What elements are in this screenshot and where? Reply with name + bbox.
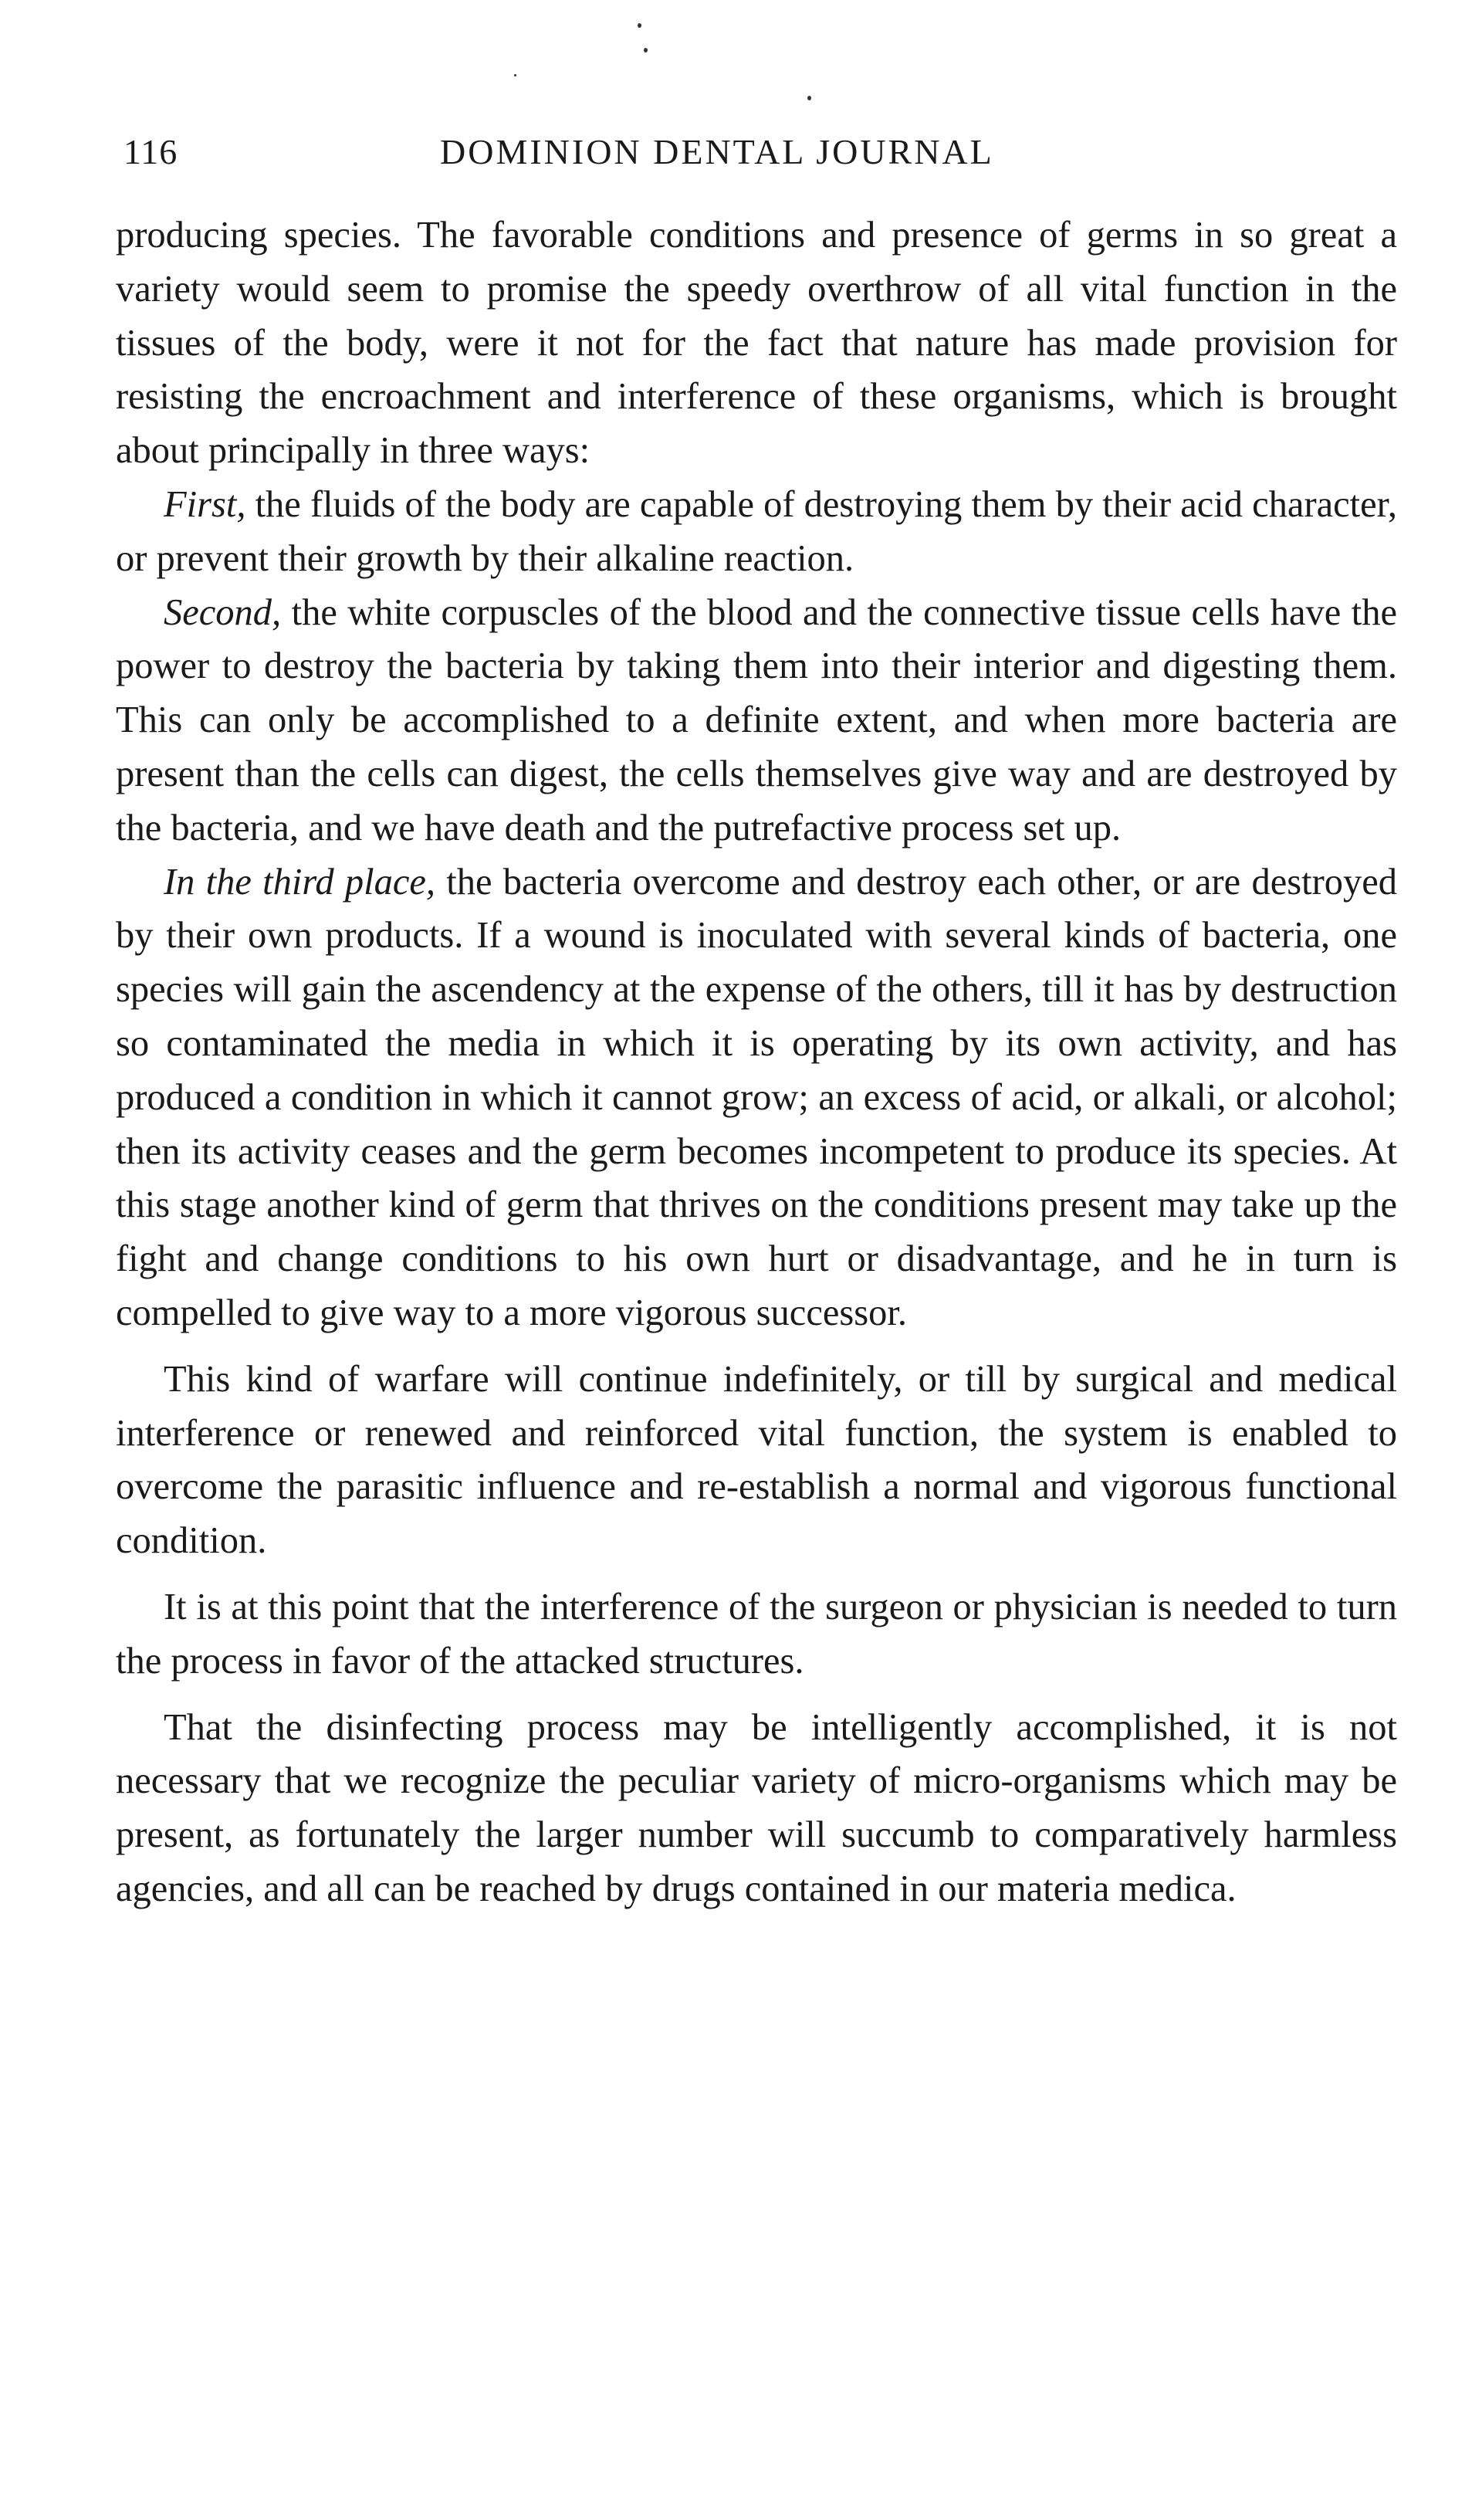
paragraph-text: the white corpuscles of the blood and the connective tissue cells have the power to destroy the bacteria by taking them into their interior and digesting them. This can only be accomplished to a definite extent, and when more bacteria are present than the cells can digest, the cells themselves give way and are destroyed by the bacteria, and we have death and the putrefactive process set up. [116,591,1397,848]
page-header [116,131,1397,185]
paragraph-text: This kind of warfare will continue indefinitely, or till by surgical and medical interference or renewed and reinforced vital function, the system is enabled to overcome the parasitic influence and re-establish a normal and vigorous functional condition. [116,1358,1397,1562]
article-body [116,208,1397,1916]
paragraph-text: It is at this point that the interference of the surgeon or physician is needed to turn the process in favor of the attacked structures. [116,1586,1397,1682]
paragraph-interference [116,1580,1397,1688]
journal-page [116,131,1397,1916]
paragraph-third [116,855,1397,1340]
paragraph-disinfecting [116,1701,1397,1916]
paragraph-lead: First, [164,483,246,525]
print-speck [514,74,516,76]
paragraph-lead: In the third place, [164,861,436,903]
page-number: 116 [124,132,178,171]
paragraph-text: the fluids of the body are capable of destroying them by their acid character, or prevent their growth by their alkaline reaction. [116,483,1397,579]
print-speck [644,48,648,52]
paragraph-intro [116,208,1397,478]
paragraph-warfare [116,1353,1397,1568]
paragraph-text: the bacteria overcome and destroy each other, or are destroyed by their own products. If a wound is inoculated with several kinds of bacteria, one species will gain the ascendency at the expense of the others, till it has by destruction so contaminated the media in which it is operating by its own activity, and has produced a condition in which it cannot grow; an excess of acid, or alkali, or alcohol; then its activity ceases and the germ becomes incompetent to produce its species. At this stage another kind of germ that thrives on the conditions present may take up the fight and change conditions to his own hurt or disadvantage, and he in turn is compelled to give way to a more vigorous successor. [116,861,1397,1333]
paragraph-lead: Second, [164,591,282,633]
paragraph-text: That the disinfecting process may be intelligently accomplished, it is not necessary that we recognize the peculiar variety of micro-organisms which may be present, as fortunately the larger number will succumb to comparatively harmless agencies, and all can be reached by drugs contained in our materia medica. [116,1706,1397,1909]
running-title: DOMINION DENTAL JOURNAL [440,132,994,171]
paragraph-first [116,478,1397,586]
paragraph-second [116,586,1397,855]
paragraph-text: producing species. The favorable conditions and presence of germs in so great a variety would seem to promise the speedy overthrow of all vital function in the tissues of the body, were it not for the fact that nature has made provision for resisting the encroachment and interference of these organisms, which is brought about principally in three ways: [116,215,1397,472]
print-speck [638,23,641,28]
print-speck [807,96,811,100]
